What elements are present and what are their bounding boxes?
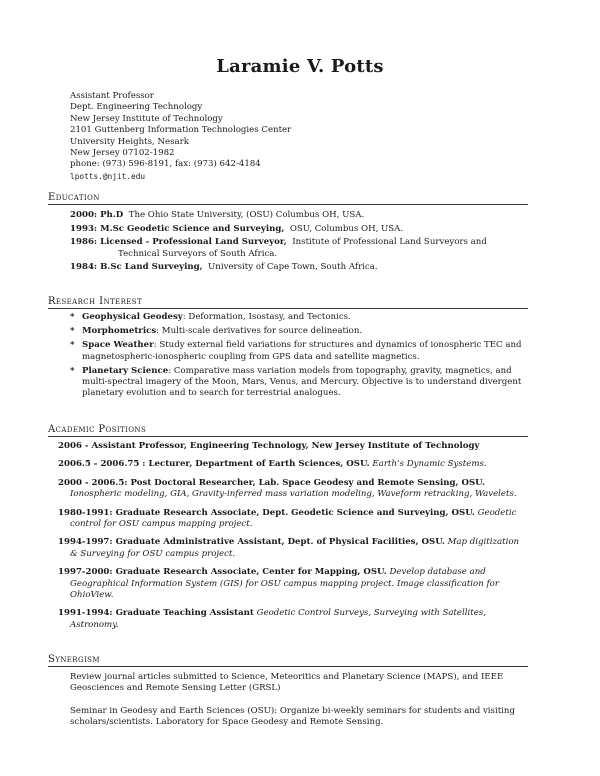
- address-line: Dept. Engineering Technology: [70, 102, 203, 113]
- address-line: 2101 Guttenberg Information Technologies Center: [70, 125, 292, 136]
- research-text: : Deformation, Isostasy, and Tectonics.: [182, 312, 351, 322]
- address-line: University Heights, Nesark: [70, 136, 189, 147]
- position-item: [48, 441, 528, 452]
- education-item: [48, 224, 528, 236]
- position-item: [48, 478, 528, 501]
- education-degree: 1984: B.Sc Land Surveying,: [70, 262, 203, 273]
- education-item: [48, 210, 528, 222]
- cv-name: Laramie V. Potts: [216, 56, 384, 77]
- education-item: [48, 262, 528, 274]
- research-section: [48, 296, 528, 399]
- education-section: [48, 192, 528, 274]
- education-degree: 1986: Licensed - Professional Land Surveyor,: [70, 237, 287, 248]
- position-item: [48, 567, 528, 601]
- research-label: Planetary Science: [82, 365, 169, 376]
- position-item: [48, 508, 528, 531]
- bullet-icon: *: [70, 326, 75, 337]
- position-desc: Ionospheric modeling, GIA, Gravity-inferred mass variation modeling, Waveform retracking, Wavelets.: [70, 489, 517, 500]
- position-desc: Develop database and Geographical Information System (GIS) for OSU campus mapping project. Image classification for OhioView.: [70, 567, 499, 601]
- address-line: New Jersey Institute of Technology: [70, 113, 223, 124]
- position-title: 1994-1997: Graduate Administrative Assistant, Dept. of Physical Facilities, OSU.: [58, 537, 445, 548]
- education-detail: University of Cape Town, South Africa.: [208, 262, 378, 273]
- education-detail: The Ohio State University, (OSU) Columbus OH, USA.: [128, 210, 365, 220]
- synergism-section: [48, 654, 528, 729]
- bullet-icon: *: [70, 365, 75, 376]
- synergism-heading: Synergism: [48, 654, 528, 667]
- address-line: New Jersey 07102-1982: [70, 148, 175, 159]
- research-text: : Multi-scale derivatives for source delineation.: [156, 326, 363, 337]
- education-degree: 1993: M.Sc Geodetic Science and Surveying,: [70, 223, 285, 234]
- email-link[interactable]: lpotts.@njit.edu: [70, 171, 146, 181]
- position-item: [48, 459, 528, 470]
- position-title: 2000 - 2006.5: Post Doctoral Researcher, Lab. Space Geodesy and Remote Sensing, OSU.: [58, 477, 485, 488]
- research-item: [48, 312, 528, 323]
- synergism-paragraph: Seminar in Geodesy and Earth Sciences (OSU): Organize bi-weekly seminars for students and visiting scholars/scientists. Laboratory for Space Geodesy and Remote Sensing.: [70, 705, 515, 728]
- education-degree: 2000: Ph.D: [70, 210, 124, 220]
- contact-block: [70, 91, 291, 182]
- position-desc: Earth’s Dynamic Systems.: [372, 459, 487, 470]
- research-label: Space Weather: [82, 340, 154, 351]
- research-item: [48, 340, 528, 362]
- education-detail: OSU, Columbus OH, USA.: [289, 223, 404, 234]
- position-title: 1980-1991: Graduate Research Associate, Dept. Geodetic Science and Surveying, OSU.: [58, 507, 475, 518]
- positions-heading: Academic Positions: [48, 424, 528, 437]
- education-item: [48, 237, 528, 260]
- position-title: 1991-1994: Graduate Teaching Assistant: [58, 608, 254, 619]
- bullet-icon: *: [70, 340, 75, 351]
- position-item: [48, 537, 528, 560]
- position-title: 2006 - Assistant Professor, Engineering Technology, New Jersey Institute of Technology: [58, 441, 480, 451]
- address-line: Assistant Professor: [70, 91, 154, 101]
- research-item: [48, 366, 528, 400]
- research-text: : Study external field variations for structures and dynamics of ionospheric TEC and magnetospheric-ionospheric coupling from GPS data and satellite magnetics.: [82, 340, 522, 362]
- research-text: : Comparative mass variation models from topography, gravity, magnetics, and multi-spectral imagery of the Moon, Mars, Venus, and Mercury. Objective is to understand divergent planetary evolution and to search for terrestrial analogues.: [82, 365, 522, 399]
- research-label: Geophysical Geodesy: [82, 312, 183, 322]
- position-desc: Geodetic Control Surveys, Surveying with Satellites, Astronomy.: [70, 608, 486, 630]
- position-title: 2006.5 - 2006.75 : Lecturer, Department of Earth Sciences, OSU.: [58, 459, 370, 470]
- positions-section: [48, 424, 528, 631]
- research-label: Morphometrics: [82, 326, 157, 337]
- synergism-paragraph: Review journal articles submitted to Science, Meteoritics and Planetary Science (MAPS), and IEEE Geosciences and Remote Sensing Letter (GRSL): [70, 672, 504, 694]
- research-item: [48, 326, 528, 337]
- phone-fax-line: phone: (973) 596-8191, fax: (973) 642-4184: [70, 159, 261, 170]
- position-desc: Map digitization & Surveying for OSU campus project.: [70, 537, 520, 559]
- position-item: [48, 608, 528, 631]
- bullet-icon: *: [70, 312, 75, 322]
- position-desc: Geodetic control for OSU campus mapping project.: [70, 507, 517, 530]
- education-heading: Education: [48, 192, 528, 205]
- research-heading: Research Interest: [48, 296, 528, 309]
- position-title: 1997-2000: Graduate Research Associate, Center for Mapping, OSU.: [58, 567, 387, 578]
- education-detail: Institute of Professional Land Surveyors and Technical Surveyors of South Africa.: [118, 237, 487, 259]
